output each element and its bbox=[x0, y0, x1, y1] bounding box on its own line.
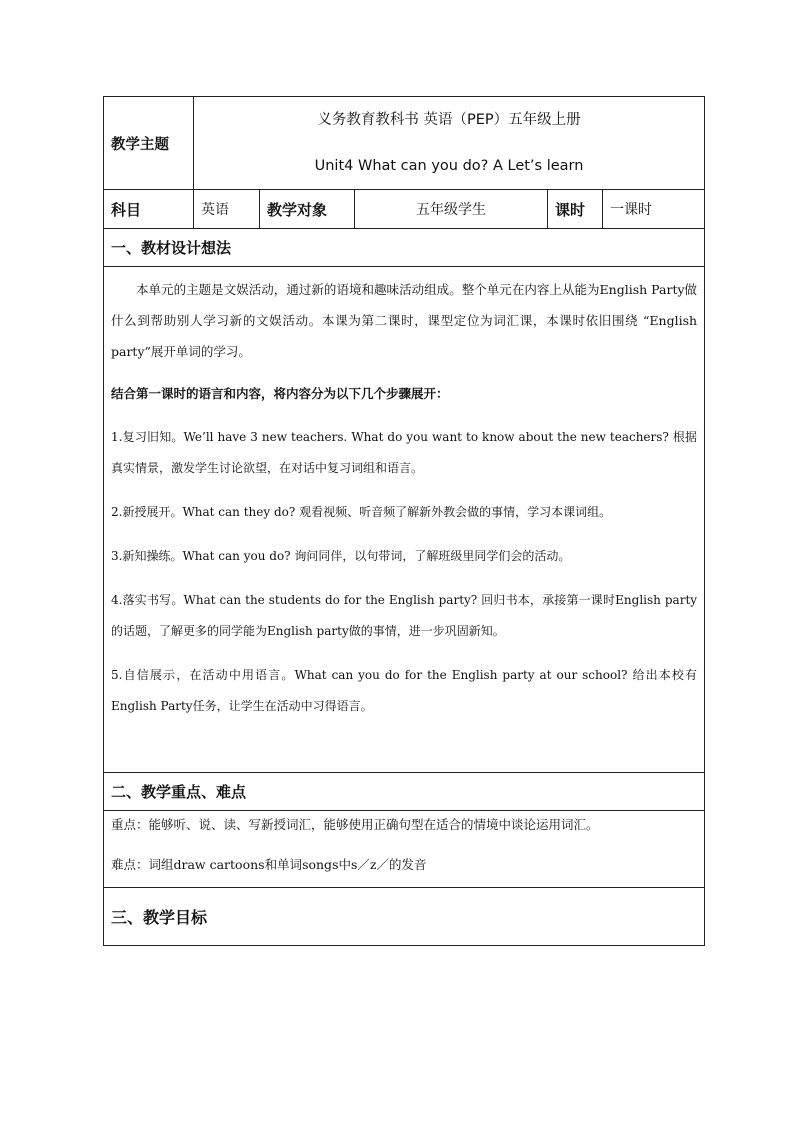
unit-title: Unit4 What can you do? A Let’s learn bbox=[314, 158, 584, 174]
target-value: 五年级学生 bbox=[355, 190, 548, 229]
section2-body bbox=[104, 811, 705, 888]
section3-heading-row bbox=[104, 888, 705, 946]
info-row bbox=[104, 190, 705, 229]
section1-body bbox=[104, 267, 705, 773]
section2-heading-row bbox=[104, 773, 705, 811]
period-label: 课时 bbox=[548, 190, 603, 229]
theme-row bbox=[104, 97, 705, 190]
textbook-title: 义务教育教科书 英语（PEP）五年级上册 bbox=[317, 112, 581, 128]
step-1: 1.复习旧知。We’ll have 3 new teachers. What do you want to know about the new teachers? 根据真实情景，激发学生讨论欲望，在对话中复习词组和语言。 bbox=[111, 430, 698, 475]
section2-body-row bbox=[104, 811, 705, 888]
difficulty-point: 难点：词组draw cartoons和单词songs中s／z／的发音 bbox=[111, 857, 427, 872]
step-3: 3.新知操练。What can you do? 询问同伴，以句带词，了解班级里同学们会的活动。 bbox=[111, 549, 571, 563]
steps-intro: 结合第一课时的语言和内容，将内容分为以下几个步骤展开： bbox=[111, 386, 449, 401]
lesson-plan-table bbox=[103, 96, 705, 946]
section2-heading: 二、教学重点、难点 bbox=[104, 773, 705, 811]
section1-heading-row bbox=[104, 229, 705, 267]
section1-heading: 一、教材设计想法 bbox=[104, 229, 705, 267]
lesson-title-cell bbox=[194, 97, 705, 190]
step-2: 2.新授展开。What can they do? 观看视频、听音频了解新外教会做的事情，学习本课词组。 bbox=[111, 505, 612, 519]
section1-body-row bbox=[104, 267, 705, 773]
theme-label: 教学主题 bbox=[104, 97, 194, 190]
period-value: 一课时 bbox=[603, 190, 705, 229]
section3-heading: 三、教学目标 bbox=[104, 888, 705, 946]
subject-label: 科目 bbox=[104, 190, 194, 229]
key-point: 重点：能够听、说、读、写新授词汇，能够使用正确句型在适合的情境中谈论运用词汇。 bbox=[111, 817, 599, 832]
target-label: 教学对象 bbox=[260, 190, 355, 229]
step-4: 4.落实书写。What can the students do for the English party? 回归书本，承接第一课时English party的话题，了解更多的同学能为English party做的事情，进一步巩固新知。 bbox=[111, 593, 698, 638]
step-5: 5.自信展示，在活动中用语言。What can you do for the English party at our school? 给出本校有English Party任务，让学生在活动中习得语言。 bbox=[111, 668, 698, 713]
subject-value: 英语 bbox=[194, 190, 260, 229]
intro-paragraph: 本单元的主题是文娱活动，通过新的语境和趣味活动组成。整个单元在内容上从能为English Party做什么到帮助别人学习新的文娱活动。本课为第二课时，课型定位为词汇课，本课时依旧围绕 “English party”展开单词的学习。 bbox=[111, 282, 698, 359]
